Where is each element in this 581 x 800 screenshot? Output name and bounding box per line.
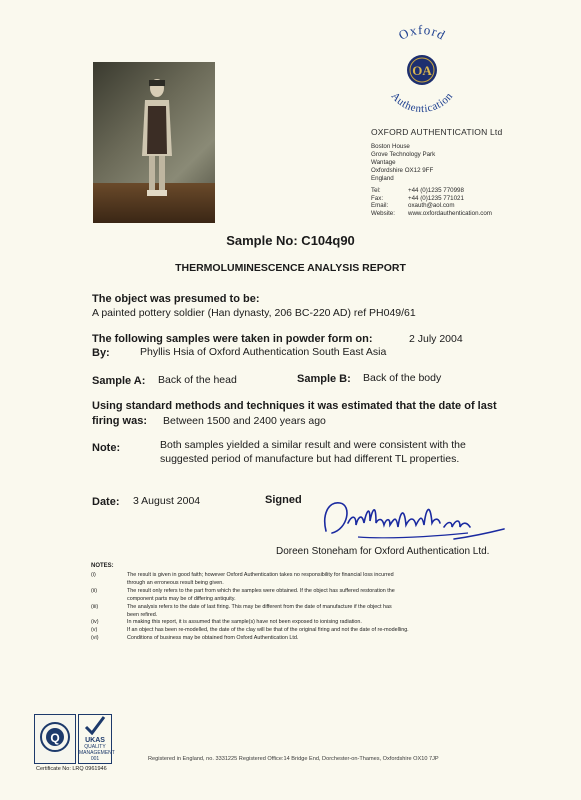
estimate-value: Between 1500 and 2400 years ago	[163, 415, 326, 427]
oxford-authentication-logo	[374, 22, 470, 118]
address-line: Boston House	[371, 143, 410, 150]
contact-value: +44 (0)1235 771021	[408, 194, 464, 202]
contact-label: Email:	[371, 202, 389, 210]
ukas-label: UKAS	[85, 737, 105, 744]
signed-label: Signed	[265, 494, 302, 506]
date-label: Date:	[92, 496, 120, 508]
note-item	[91, 627, 511, 635]
by-label: By:	[92, 347, 110, 359]
sample-b-value: Back of the body	[363, 372, 442, 384]
note-item	[91, 612, 511, 620]
note-text: component parts may be of differing antiquity.	[127, 595, 236, 602]
samples-date: 2 July 2004	[409, 333, 463, 345]
contact-label: Website:	[371, 209, 395, 217]
date-value: 3 August 2004	[133, 495, 201, 507]
note-text: The result only refers to the part from which the samples were obtained. If the object has suffered restoration the	[127, 587, 395, 594]
note-text: through an erroneous result being given.	[127, 579, 224, 586]
logo-top-text: Oxford	[396, 22, 449, 43]
object-heading: The object was presumed to be:	[92, 293, 260, 305]
address-line: Oxfordshire OX12 9FF	[371, 167, 434, 174]
note-text: The result is given in good faith; however Oxford Authentication takes no responsibility for financial loss incurred	[127, 572, 394, 578]
note-text: In making this report, it is assumed that the sample(s) have not been exposed to ionising radiation.	[127, 619, 362, 626]
samples-heading: The following samples were taken in powder form on:	[92, 333, 373, 345]
estimate-heading-line1: Using standard methods and techniques it was estimated that the date of last	[92, 400, 497, 412]
note-item	[91, 619, 511, 627]
note-line1: Both samples yielded a similar result and were consistent with the	[160, 439, 466, 451]
notes-heading: NOTES:	[91, 563, 114, 569]
ukas-badge	[78, 714, 115, 764]
report-title: THERMOLUMINESCENCE ANALYSIS REPORT	[175, 262, 406, 274]
note-item	[91, 588, 511, 596]
note-text: If an object has been re-modelled, the date of the clay will be that of the original firing and not the date of re-modelling.	[127, 627, 409, 634]
note-number	[91, 596, 127, 604]
svg-text:Q: Q	[50, 731, 60, 745]
signatory-name: Doreen Stoneham for Oxford Authentication Ltd.	[276, 546, 490, 557]
sample-number: Sample No: C104q90	[226, 233, 355, 248]
contact-value: oxauth@aol.com	[408, 202, 455, 210]
note-item	[91, 580, 511, 588]
contact-value: +44 (0)1235 770998	[408, 187, 464, 194]
handwritten-signature	[318, 493, 508, 545]
by-value: Phyllis Hsia of Oxford Authentication South East Asia	[140, 346, 387, 358]
note-label: Note:	[92, 442, 121, 454]
sample-b-label: Sample B:	[297, 373, 351, 385]
notes-list	[91, 572, 511, 643]
note-item	[91, 635, 511, 643]
sample-a-value: Back of the head	[158, 374, 237, 386]
object-photo	[93, 62, 215, 223]
note-number	[91, 580, 127, 588]
logo-bottom-text: Authentication	[388, 90, 456, 116]
sample-a-label: Sample A:	[92, 375, 146, 387]
crown-tick-icon	[80, 715, 110, 735]
contact-label: Tel:	[371, 187, 381, 194]
note-number	[91, 612, 127, 620]
certificate-number: Certificate No: LRQ 0961946	[36, 766, 107, 772]
note-text: been refired.	[127, 611, 158, 618]
address-line: England	[371, 175, 394, 182]
company-name: OXFORD AUTHENTICATION Ltd	[371, 127, 503, 137]
svg-text:Oxford	[396, 22, 448, 43]
note-line2: suggested period of manufacture but had different TL properties.	[160, 453, 460, 465]
ukas-sub: QUALITY MANAGEMENT	[79, 744, 115, 756]
note-number: (v)	[91, 627, 98, 634]
registration-footer: Registered in England, no. 3331225 Registered Office:14 Bridge End, Dorchester-on-Thames, Oxfordshire OX10 7JP	[148, 756, 439, 762]
quality-assurance-badge-icon	[34, 714, 76, 764]
contact-value: www.oxfordauthentication.com	[408, 209, 492, 217]
note-text: Conditions of business may be obtained from Oxford Authentication Ltd.	[127, 635, 299, 642]
company-contacts	[371, 187, 492, 217]
svg-text:Authentication	[389, 90, 456, 115]
ukas-number: 001	[90, 756, 100, 762]
note-item	[91, 596, 511, 604]
note-number: (vi)	[91, 635, 99, 642]
note-item	[91, 604, 511, 612]
address-line: Wantage	[371, 159, 396, 166]
contact-label: Fax:	[371, 194, 384, 202]
address-line: Grove Technology Park	[371, 151, 436, 158]
object-description: A painted pottery soldier (Han dynasty, 206 BC-220 AD) ref PH049/61	[92, 307, 416, 319]
note-item	[91, 572, 511, 580]
note-number: (iii)	[91, 603, 99, 610]
note-number: (iv)	[91, 619, 99, 626]
note-text: The analysis refers to the date of last firing. This may be different from the date of manufacture if the object has	[127, 603, 392, 610]
estimate-heading-line2: firing was:	[92, 415, 148, 427]
company-address	[371, 143, 435, 183]
logo-monogram: OA	[412, 63, 432, 78]
note-number: (ii)	[91, 587, 97, 594]
note-number: (i)	[91, 572, 96, 578]
